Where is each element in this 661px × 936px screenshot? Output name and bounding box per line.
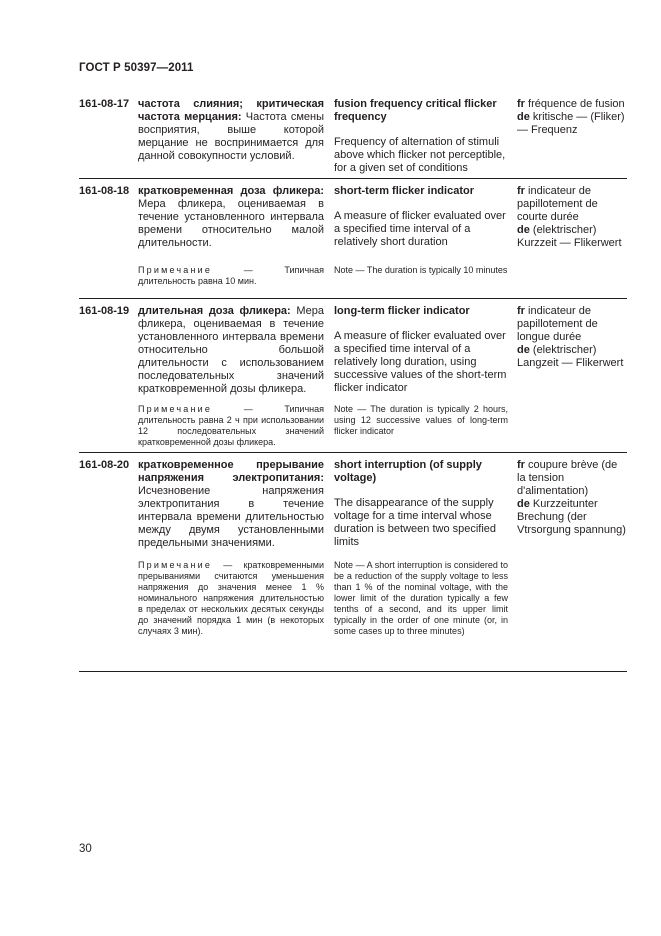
ru-column — [138, 305, 324, 396]
document-header: ГОСТ Р 50397—2011 — [79, 62, 194, 74]
en-term: fusion frequency critical flicker frequency — [334, 98, 497, 123]
en-definition: The disappearance of the supply voltage for a time interval whose duration is between two specified limits — [334, 497, 497, 548]
term-number: 161-08-17 — [79, 98, 130, 110]
de-term: (elektrischer) Kurzzeit — Flikerwert — [517, 224, 622, 249]
fr-term: fréquence de fusion — [528, 98, 625, 110]
en-definition: A measure of flicker evaluated over a specified time interval of a relatively long duration, using successive values of the short-term flicker indicator — [334, 330, 507, 394]
note-label: Примечание — [138, 265, 213, 275]
de-term: (elektrischer) Langzeit — Flikerwert — [517, 344, 624, 369]
en-note: Note — The duration is typically 10 minutes — [334, 265, 508, 275]
fr-label: fr — [517, 305, 525, 317]
fr-term: coupure brève (de la tension d'alimentation) — [517, 459, 618, 497]
note-label: Примечание — [138, 404, 213, 414]
ru-term: длительная доза фликера: — [138, 305, 291, 317]
ru-definition: Мера фликера, оцениваемая в течение установленного интервала времени относительно малой длительности. — [138, 198, 324, 249]
en-column — [334, 305, 508, 396]
ru-definition: Частота смены восприятия, выше которой мерцание не воспринимается для данной совокупности условий. — [138, 111, 324, 162]
de-label: de — [517, 498, 530, 510]
en-column — [334, 185, 508, 250]
ru-column — [138, 98, 324, 175]
term-entry — [79, 185, 627, 299]
de-term: Kurzzeitunter Brechung (der Vtrsorgung spannung) — [517, 498, 626, 536]
page-number: 30 — [79, 843, 92, 855]
ru-column — [138, 459, 324, 550]
en-term: short-term flicker indicator — [334, 185, 474, 197]
term-entry — [79, 98, 627, 179]
ru-note: Примечание — Типичная длительность равна 2 ч при использовании 12 последовательных значений кратковременной дозы фликера. — [138, 404, 324, 447]
ru-note: Примечание — кратковременными прерываниями считаются уменьшения напряжения до значения менее 1 % номинального напряжения длительностью в пределах от нескольких десятых секунды до значений порядка 1 мин (в некоторых случаях 3 мин). — [138, 560, 324, 636]
en-term: short interruption (of supply voltage) — [334, 459, 482, 484]
term-entry — [79, 305, 627, 453]
fr-term: indicateur de papillotement de courte durée — [517, 185, 598, 223]
en-note: Note — The duration is typically 2 hours, using 12 successive values of long-term flicker indicator — [334, 404, 508, 436]
term-number: 161-08-19 — [79, 305, 130, 317]
ru-term: кратковременное прерывание напряжения электропитания: — [138, 459, 324, 484]
de-label: de — [517, 111, 530, 123]
en-definition: A measure of flicker evaluated over a specified time interval of a relatively short duration — [334, 210, 506, 248]
fr-term: indicateur de papillotement de longue durée — [517, 305, 598, 343]
fr-label: fr — [517, 98, 525, 110]
ru-term: кратковременная доза фликера: — [138, 185, 324, 197]
other-languages-column — [517, 98, 627, 175]
other-languages-column — [517, 459, 627, 550]
en-definition: Frequency of alternation of stimuli above which flicker not perceptible, for a given set of conditions — [334, 136, 506, 174]
ru-note: Примечание — Типичная длительность равна 10 мин. — [138, 265, 324, 286]
term-number: 161-08-20 — [79, 459, 130, 471]
de-label: de — [517, 224, 530, 236]
note-label: Примечание — [138, 560, 213, 570]
de-label: de — [517, 344, 530, 356]
de-term: kritische — (Fliker) — Frequenz — [517, 111, 625, 136]
fr-label: fr — [517, 185, 525, 197]
ru-definition: Исчезновение напряжения электропитания в течение интервала времени длительностью между двумя установленными предельными значениями. — [138, 485, 324, 549]
fr-label: fr — [517, 459, 525, 471]
ru-definition: Мера фликера, оцениваемая в течение установленного интервала времени относительно большой длительности с использованием последовательных значений кратковременной дозы фликера. — [138, 305, 324, 395]
ru-column — [138, 185, 324, 250]
en-note: Note — A short interruption is considered to be a reduction of the supply voltage to less than 1 % of the nominal voltage, with the lower limit of the duration typically a few tenths of a second, and its upper limit typically in the order of one minute (or, in some cases up to three minutes) — [334, 560, 508, 636]
term-number: 161-08-18 — [79, 185, 130, 197]
en-term: long-term flicker indicator — [334, 305, 470, 317]
en-column — [334, 98, 508, 175]
ru-term: частота слияния; критическая частота мерцания: — [138, 98, 324, 123]
en-column — [334, 459, 508, 550]
term-entry — [79, 459, 627, 672]
other-languages-column — [517, 185, 627, 250]
terms-table — [79, 98, 627, 672]
other-languages-column — [517, 305, 627, 396]
